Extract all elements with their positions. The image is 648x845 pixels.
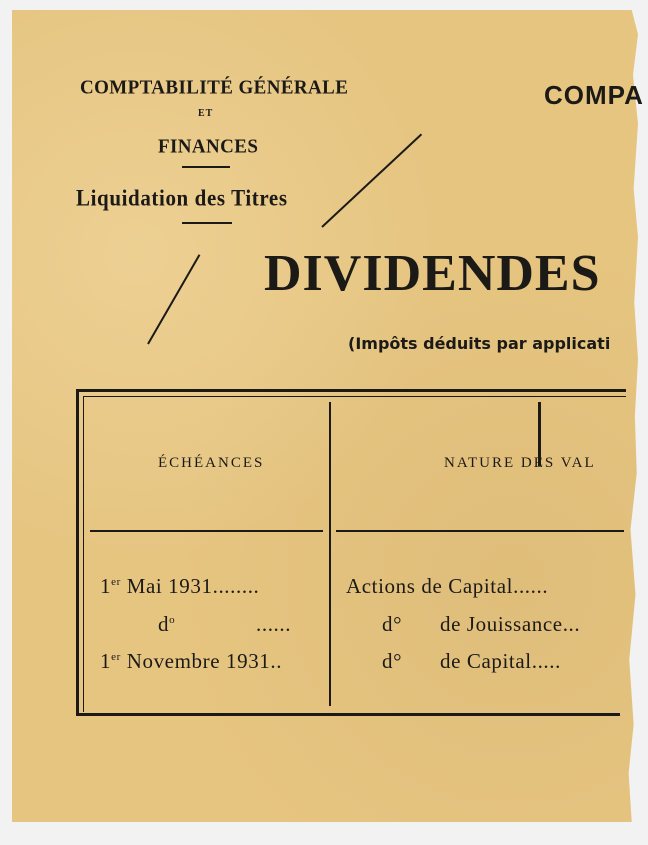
date-text: Mai 1931	[120, 574, 213, 598]
table-top-border-inner	[83, 396, 626, 397]
table-row-3-date	[100, 649, 282, 674]
date-day: 1	[100, 574, 112, 598]
nature-text: Actions de Capital	[346, 574, 514, 598]
nature-text: de Capital	[440, 649, 532, 673]
date-text: Novembre 1931	[120, 649, 271, 673]
table-left-border	[76, 389, 79, 716]
date-ordinal: er	[111, 651, 121, 663]
section-title: Liquidation des Titres	[76, 185, 288, 211]
table-row-1-date	[100, 574, 259, 599]
table-bottom-border	[77, 713, 620, 716]
column-header-echeances: ÉCHÉANCES	[158, 455, 265, 471]
table-row-2-date-dots: ......	[256, 612, 292, 636]
department-et: ET	[198, 108, 214, 119]
nature-text: de Jouissance	[440, 612, 563, 636]
date-ordinal: er	[111, 576, 121, 588]
header-rule-1	[182, 166, 230, 168]
table-column-divider	[329, 402, 331, 706]
ditto-superscript: o	[169, 614, 176, 626]
leader-dots: .....	[531, 649, 561, 673]
leader-dots: ......	[513, 574, 549, 598]
table-row-3-nature-ditto: d°	[382, 649, 403, 673]
header-row-rule-left	[90, 530, 323, 532]
department-line1: COMPTABILITÉ GÉNÉRALE	[80, 76, 349, 99]
table-row-2-nature	[440, 612, 580, 637]
table-row-1-nature	[346, 574, 548, 599]
date-day: 1	[100, 649, 112, 673]
company-name-fragment: COMPA	[544, 80, 644, 110]
document-title: DIVIDENDES	[264, 245, 601, 302]
header-rule-2	[182, 222, 232, 224]
table-left-border-inner	[83, 396, 84, 712]
department-line2: FINANCES	[158, 135, 259, 158]
leader-dots: ........	[212, 574, 260, 598]
header-row-rule-right	[336, 530, 624, 532]
table-row-2-nature-ditto: d°	[382, 612, 403, 636]
column-header-nature: NATURE DES VAL	[444, 455, 596, 471]
table-row-2-date	[158, 612, 175, 637]
document-subtitle: (Impôts déduits par applicati	[348, 334, 611, 353]
table-row-3-nature	[440, 649, 561, 674]
leader-dots: ...	[562, 612, 581, 636]
document-sheet	[12, 10, 638, 822]
leader-dots: ..	[270, 649, 283, 673]
ditto-mark: d	[158, 612, 170, 636]
table-top-border	[77, 389, 626, 392]
